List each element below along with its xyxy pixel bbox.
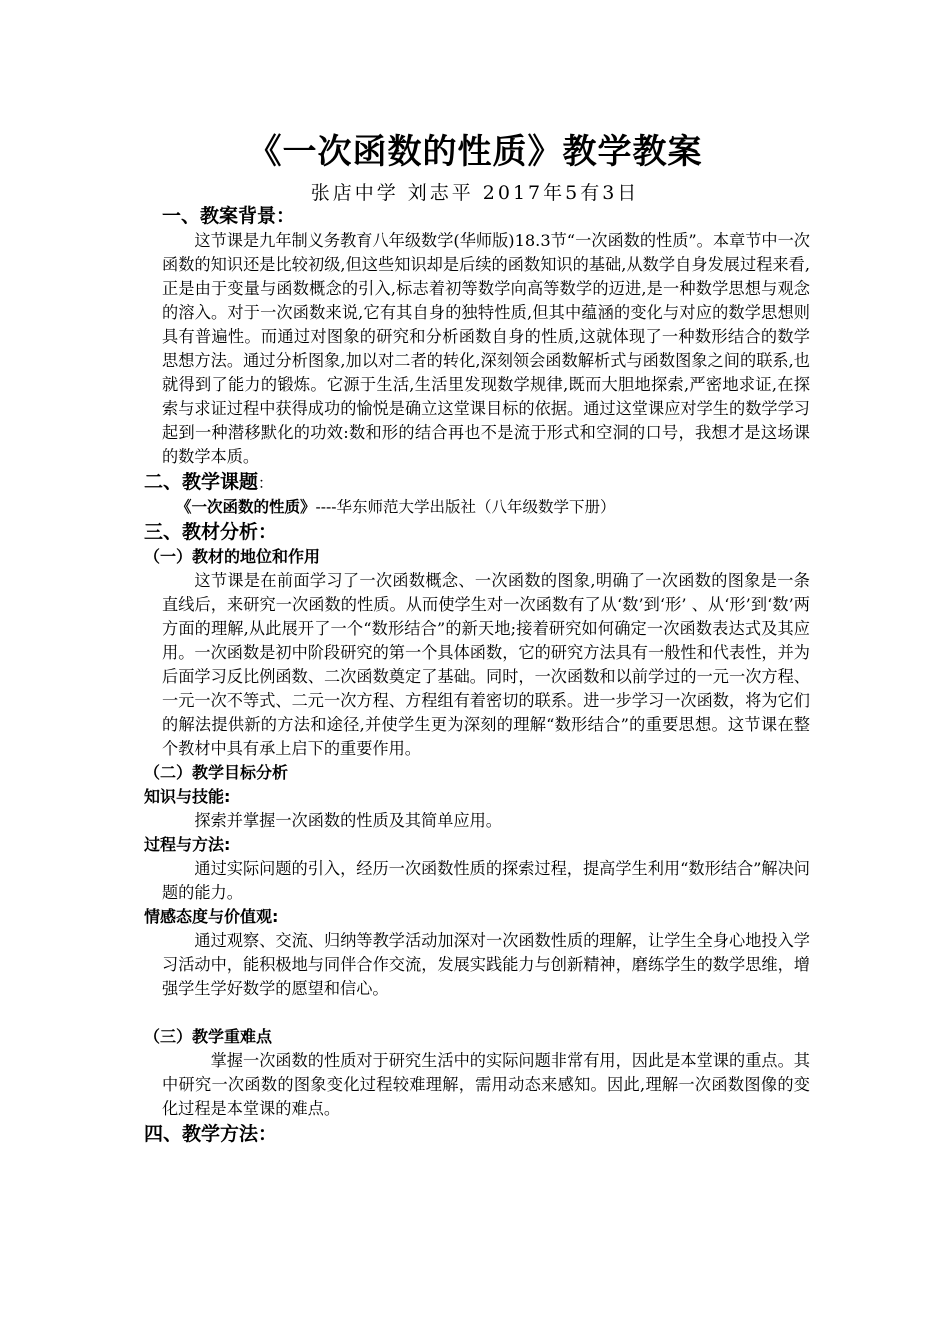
document-body <box>144 203 810 1147</box>
subsection-heading-key-points: （三）教学重难点 <box>144 1027 273 1046</box>
subsection-heading-objectives: （二）教学目标分析 <box>144 763 289 782</box>
section-heading-methods: 四、教学方法： <box>144 1123 278 1145</box>
knowledge-text: 探索并掌握一次函数的性质及其简单应用。 <box>194 811 502 830</box>
process-text: 通过实际问题的引入，经历一次函数性质的探索过程，提高学生利用“数形结合”解决问题的能力。 <box>162 859 810 902</box>
section-heading-analysis: 三、教材分析： <box>144 521 278 543</box>
key-points-paragraph: 掌握一次函数的性质对于研究生活中的实际问题非常有用，因此是本堂课的重点。其中研究一次函数的图象变化过程较难理解，需用动态来感知。因此,理解一次函数图像的变化过程是本堂课的难点。 <box>162 1051 810 1118</box>
author-byline: 张店中学 刘志平 2017年5有3日 <box>310 182 640 204</box>
section-heading-topic <box>144 469 810 495</box>
topic-heading-text: 二、教学课题 <box>144 471 259 493</box>
process-label: 过程与方法: <box>144 835 231 854</box>
position-paragraph: 这节课是在前面学习了一次函数概念、一次函数的图象,明确了一次函数的图象是一条直线后，来研究一次函数的性质。从而使学生对一次函数有了从‘数’到‘形’ 、从‘形’到‘数’两方面的理解,从此展开了一个“数形结合”的新天地;接着研究如何确定一次函数表达式及其应用。一次函数是初中阶段研究的第一个具体函数，它的研究方法具有一般性和代表性，并为后面学习反比例函数、二次函数奠定了基础。同时，一次函数和以前学过的一元一次方程、一元一次不等式、二元一次方程、方程组有着密切的联系。进一步学习一次函数，将为它们的解法提供新的方法和途径,并使学生更为深刻的理解“数形结合”的重要思想。这节课在整个教材中具有承上启下的重要作用。 <box>162 571 810 758</box>
spacer <box>144 1001 810 1025</box>
background-paragraph: 这节课是九年制义务教育八年级数学(华师版)18.3节“一次函数的性质”。本章节中一次函数的知识还是比较初级,但这些知识却是后续的函数知识的基础,从数学自身发展过程来看,正是由于变量与函数概念的引入,标志着初等数学向高等数学的迈进,是一种数学思想与观念的溶入。对于一次函数来说,它有其自身的独特性质,但其中蕴涵的变化与对应的数学思想则具有普遍性。而通过对图象的研究和分析函数自身的性质,这就体现了一种数形结合的数学思想方法。通过分析图象,加以对二者的转化,深刻领会函数解析式与函数图象之间的联系,也就得到了能力的锻炼。它源于生活,生活里发现数学规律,既而大胆地探索,严密地求证,在探索与求证过程中获得成功的愉悦是确立这堂课目标的依据。通过这堂课应对学生的数学学习起到一种潜移默化的功效:数和形的结合再也不是流于形式和空洞的口号，我想才是这场课的数学本质。 <box>162 231 810 466</box>
section-heading-background: 一、教案背景： <box>162 205 296 227</box>
emotion-text: 通过观察、交流、归纳等教学活动加深对一次函数性质的理解，让学生全身心地投入学习活动中，能积极地与同伴合作交流，发展实践能力与创新精神，磨练学生的数学思维，增强学生学好数学的愿望和信心。 <box>162 931 810 998</box>
emotion-label: 情感态度与价值观: <box>144 907 279 926</box>
topic-publisher: ----华东师范大学出版社（八年级数学下册） <box>315 498 616 516</box>
topic-line <box>144 495 810 519</box>
document-title: 《一次函数的性质》教学教案 <box>247 132 703 172</box>
knowledge-label: 知识与技能: <box>144 787 231 806</box>
subsection-heading-position: （一）教材的地位和作用 <box>144 547 321 566</box>
topic-book-title: 《一次函数的性质》 <box>176 498 316 516</box>
topic-heading-colon: ： <box>258 474 274 492</box>
